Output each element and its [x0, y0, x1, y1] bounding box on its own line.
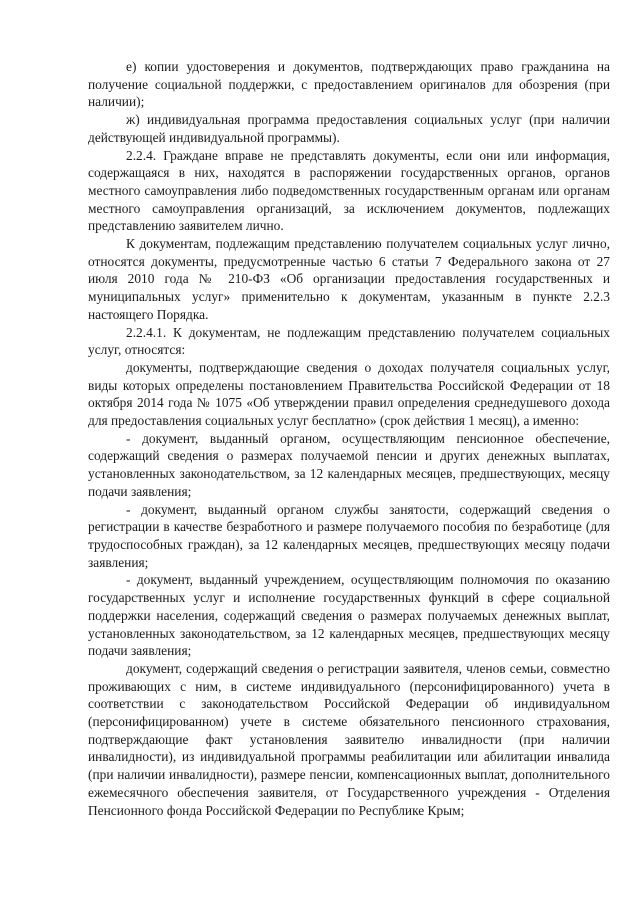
document-page [88, 58, 610, 819]
paragraph-e: е) копии удостоверения и документов, подтверждающих право гражданина на получение социальной поддержки, с предоставлением оригиналов для обозрения (при наличии); [88, 59, 610, 110]
list-item-employment-document: - документ, выданный органом службы занятости, содержащий сведения о регистрации в качестве безработного и размере получаемого пособия по безработице (для трудоспособных граждан), за 12 календарных месяцев, предшествующих месяцу подачи заявления; [88, 501, 610, 570]
paragraph-personal-documents: К документам, подлежащим представлению получателем социальных услуг лично, относятся документы, предусмотренные частью 6 статьи 7 Федерального закона от 27 июля 2010 года № 210-ФЗ «Об организации предоставления государственных и муниципальных услуг» применительно к документам, указанным в пункте 2.2.3 настоящего Порядка. [88, 236, 610, 322]
paragraph-zh: ж) индивидуальная программа предоставления социальных услуг (при наличии действующей индивидуальной программы). [88, 112, 610, 145]
paragraph-2-2-4-1: 2.2.4.1. К документам, не подлежащим представлению получателем социальных услуг, относятся: [88, 324, 610, 358]
paragraph-2-2-4: 2.2.4. Граждане вправе не представлять документы, если они или информация, содержащаяся в них, находятся в распоряжении государственных органов, органов местного самоуправления либо подведомственных государственным органам или органам местного самоуправления организаций, за исключением документов, подлежащих представлению заявителем лично. [88, 147, 610, 234]
paragraph-registration-document: документ, содержащий сведения о регистрации заявителя, членов семьи, совместно проживающих с ним, в системе индивидуального (персонифицированного) учета в соответствии с законодательством Российской Федерации об индивидуальном (персонифицированном) учете в системе обязательного пенсионного страхования, подтверждающие факт установления заявителю инвалидности (при наличии инвалидности), из индивидуальной программы реабилитации или абилитации инвалида (при наличии инвалидности), размере пенсии, компенсационных выплат, дополнительного ежемесячного обеспечения заявителя, от Государственного учреждения - Отделения Пенсионного фонда Российской Федерации по Республике Крым; [88, 660, 610, 818]
list-item-social-support-document: - документ, выданный учреждением, осуществляющим полномочия по оказанию государственных услуг и исполнение государственных функций в сфере социальной поддержки населения, содержащий сведения о размерах получаемых денежных выплат, установленных законодательством, за 12 календарных месяцев, предшествующих месяцу подачи заявления; [88, 572, 610, 659]
list-item-pension-document: - документ, выданный органом, осуществляющим пенсионное обеспечение, содержащий сведения о размерах получаемой пенсии и других денежных выплатах, установленных законодательством, за 12 календарных месяцев, предшествующих, месяцу подачи заявления; [88, 430, 610, 499]
paragraph-income-documents: документы, подтверждающие сведения о доходах получателя социальных услуг, виды которых определены постановлением Правительства Российской Федерации от 18 октября 2014 года № 1075 «Об утверждении правил определения среднедушевого дохода для предоставления социальных услуг бесплатно» (срок действия 1 месяц), а именно: [88, 359, 610, 429]
